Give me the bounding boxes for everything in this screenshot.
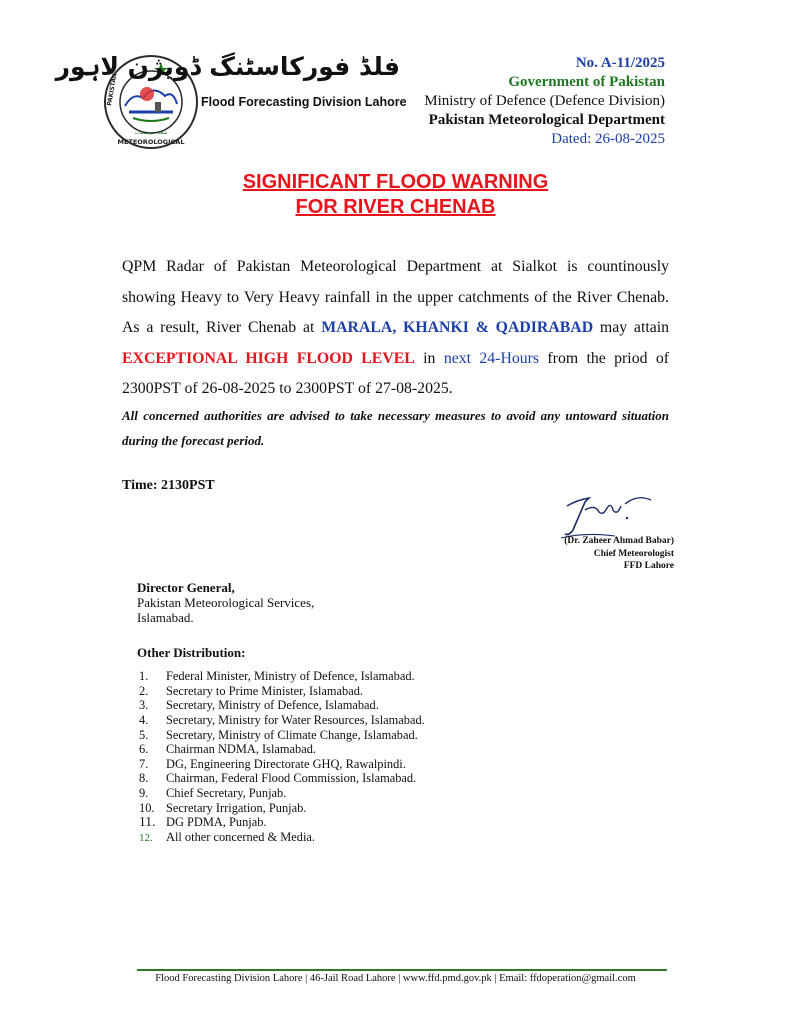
list-item: 5. Secretary, Ministry of Climate Change, Islamabad. xyxy=(139,727,418,742)
locations: MARALA, KHANKI & QADIRABAD xyxy=(321,319,594,336)
svg-text:شعبۂ موسمیات: شعبۂ موسمیات xyxy=(134,130,168,136)
signatory-designation: Chief Meteorologist xyxy=(593,548,674,559)
svg-text:METEOROLOGICAL: METEOROLOGICAL xyxy=(117,138,185,146)
letter-number: No. A-11/2025 xyxy=(575,55,665,71)
distribution-title: Other Distribution: xyxy=(137,645,246,660)
list-item: 3. Secretary, Ministry of Defence, Islamabad. xyxy=(139,698,379,713)
advice-note: All concerned authorities are advised to take necessary measures to avoid any untoward situation during the forecast period. xyxy=(122,408,669,448)
list-item: 9. Chief Secretary, Punjab. xyxy=(139,786,287,801)
addressee-line1: Pakistan Meteorological Services, xyxy=(137,595,315,610)
date-label: Dated: 26-08-2025 xyxy=(551,131,665,147)
addressee-title: Director General, xyxy=(137,580,235,595)
list-item: 2. Secretary to Prime Minister, Islamabad. xyxy=(139,683,364,698)
duration: next 24-Hours xyxy=(443,349,540,367)
list-item: 10. Secretary Irrigation, Punjab. xyxy=(139,800,307,815)
flood-level: EXCEPTIONAL HIGH FLOOD LEVEL xyxy=(122,349,415,367)
division-name: Flood Forecasting Division Lahore xyxy=(201,95,407,109)
warning-paragraph: QPM Radar of Pakistan Meteorological Department at Sialkot is countinously showing Heavy to Very Heavy rainfall in the upper catchments of the River Chenab. As a result, River Chenab at MARALA, KHANKI & QADIRABAD may attain EXCEPTIONAL HIGH FLOOD LEVEL in next 24-Hours from the priod of 2300PST of 26-08-2025 to 2300PST of 27-08-2025. xyxy=(122,258,670,397)
signatory-name: (Dr. Zaheer Ahmad Babar) xyxy=(564,536,674,546)
signatory-office: FFD Lahore xyxy=(623,561,674,571)
svg-text:PAKISTAN: PAKISTAN xyxy=(106,72,119,107)
list-item: 11. DG PDMA, Punjab. xyxy=(139,814,267,830)
department-label: Pakistan Meteorological Department xyxy=(428,112,665,128)
urdu-title: فلڈ فورکاسٹنگ ڈویژن لاہور xyxy=(55,52,400,81)
warning-title-line2: FOR RIVER CHENAB xyxy=(295,196,496,218)
issue-time: Time: 2130PST xyxy=(122,478,215,493)
list-item: 7. DG, Engineering Directorate GHQ, Rawalpindi. xyxy=(139,756,406,771)
list-item: 8. Chairman, Federal Flood Commission, Islamabad. xyxy=(139,771,417,786)
addressee xyxy=(137,580,314,625)
warning-title-line1: SIGNIFICANT FLOOD WARNING xyxy=(242,171,549,193)
distribution-list xyxy=(139,669,425,845)
addressee-line2: Islamabad. xyxy=(137,610,194,625)
list-item: 1. Federal Minister, Ministry of Defence, Islamabad. xyxy=(139,669,415,683)
list-item: 4. Secretary, Ministry for Water Resources, Islamabad. xyxy=(139,712,425,727)
list-item: 12. All other concerned & Media. xyxy=(139,830,315,845)
ministry-label: Ministry of Defence (Defence Division) xyxy=(424,93,665,109)
government-label: Government of Pakistan xyxy=(508,74,665,90)
signature-block xyxy=(564,535,674,573)
list-item: 6. Chairman NDMA, Islamabad. xyxy=(139,742,317,757)
letter-header xyxy=(424,54,665,149)
footer-text: Flood Forecasting Division Lahore | 46-Jail Road Lahore | www.ffd.pmd.gov.pk | Email: ffdoperation@gmail.com xyxy=(155,973,636,984)
footer-divider xyxy=(137,969,667,971)
